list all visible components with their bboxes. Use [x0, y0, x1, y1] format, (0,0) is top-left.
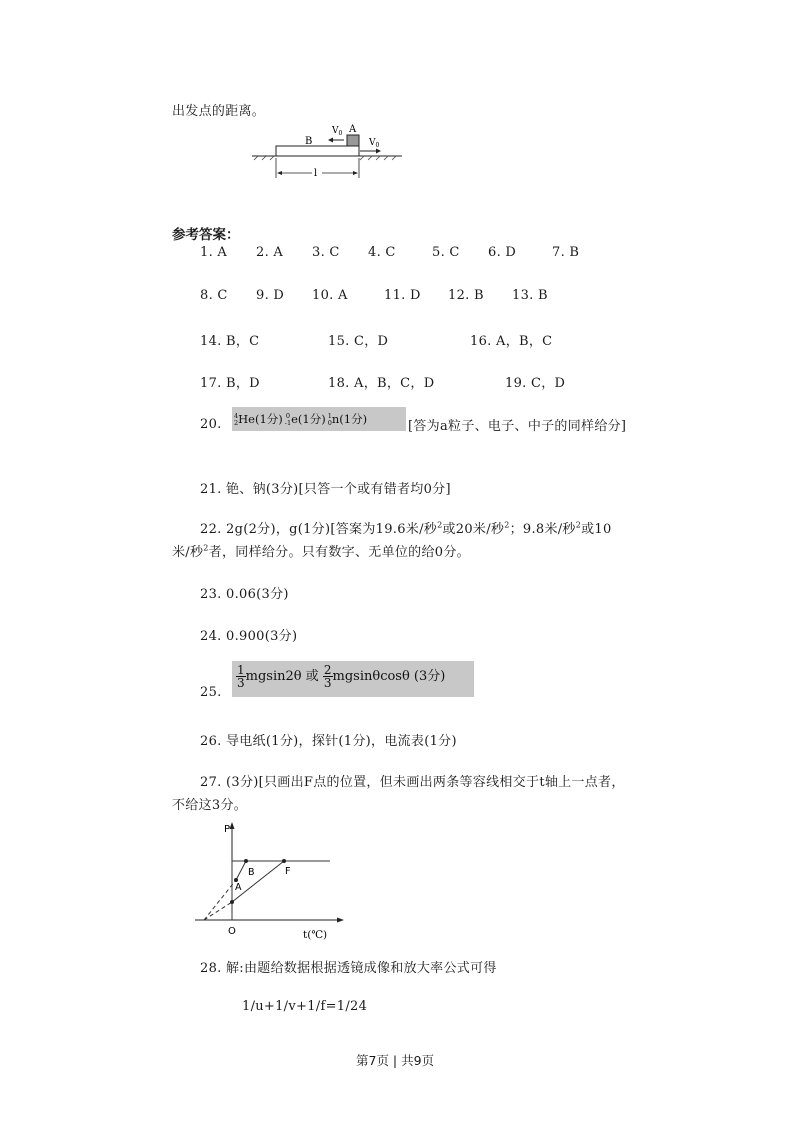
q27-line-1: 27. (3分)[只画出F点的位置，但未画出两条等容线相交于t轴上一点者， [200, 775, 625, 790]
page-footer: 第7页 | 共9页 [356, 1053, 435, 1068]
origin-label: O [228, 926, 236, 937]
q28-line-2: 1/u+1/v+1/f=1/24 [242, 999, 368, 1014]
answer-4: 4. C [368, 245, 396, 260]
q21-answer: 21. 铯、钠(3分)[只答一个或有错者均0分] [200, 482, 451, 497]
label-l: l [314, 168, 318, 179]
q28-line-1: 28. 解:由题给数据根据透镜成像和放大率公式可得 [200, 961, 497, 976]
answer-7: 7. B [552, 245, 580, 260]
answer-3: 3. C [312, 245, 340, 260]
point-a-label: A [235, 882, 242, 893]
q22-line-2: 米/秒$^2$者，同样给分。只有数字、无单位的给0分。 [172, 543, 470, 560]
answer-13: 13. B [512, 288, 548, 303]
q20-number: 20. [200, 417, 222, 432]
label-a: A [349, 124, 357, 135]
intro-line: 出发点的距离。 [172, 104, 266, 119]
graph-point-b [244, 859, 248, 863]
answer-17: 17. B，D [200, 376, 260, 391]
answer-1: 1. A [200, 245, 228, 260]
q20-note: [答为a粒子、电子、中子的同样给分] [408, 419, 627, 434]
answer-18: 18. A，B，C，D [328, 376, 435, 391]
label-v0-left: $V_0$ [332, 126, 343, 137]
q25-number: 25. [200, 685, 222, 700]
answer-2: 2. A [256, 245, 284, 260]
answer-12: 12. B [448, 288, 484, 303]
pressure-temperature-graph [190, 818, 350, 948]
graph-point-f [282, 859, 286, 863]
answer-15: 15. C，D [328, 334, 389, 349]
answer-14: 14. B，C [200, 334, 260, 349]
point-b-label: B [248, 867, 255, 878]
q23-answer: 23. 0.06(3分) [200, 587, 289, 602]
answer-6: 6. D [488, 245, 517, 260]
q27-line-2: 不给这3分。 [172, 798, 248, 813]
answers-heading: 参考答案： [172, 227, 240, 243]
answer-16: 16. A，B，C [470, 334, 553, 349]
axis-label-p: P [224, 824, 231, 835]
q26-answer: 26. 导电纸(1分)，探针(1分)，电流表(1分) [200, 734, 457, 749]
answer-5: 5. C [432, 245, 460, 260]
axis-label-t: t(℃) [303, 929, 328, 941]
graph-point-lower [230, 900, 234, 904]
answer-8: 8. C [200, 288, 228, 303]
answer-19: 19. C，D [505, 376, 566, 391]
answer-10: 10. A [312, 288, 348, 303]
q22-line-1: 22. 2g(2分)，g(1分)[答案为19.6米/秒$^2$或20米/秒$^2$；9.8米/秒$^2$或10 [200, 520, 612, 537]
point-f-label: F [285, 866, 291, 877]
q25-formula: $\frac{1}{3}$ mgsin2θ 或 $\frac{2}{3}$ mgsinθcosθ (3分) [237, 663, 446, 690]
block-sliding-figure [250, 118, 405, 183]
answer-11: 11. D [384, 288, 421, 303]
q20-formula: 4 2 He(1分) 0 -1 e(1分) 1 0 n(1分) [234, 412, 368, 427]
label-b: B [305, 136, 313, 147]
answer-9: 9. D [256, 288, 285, 303]
label-v0-right: $V_0$ [369, 138, 380, 149]
q24-answer: 24. 0.900(3分) [200, 629, 298, 644]
